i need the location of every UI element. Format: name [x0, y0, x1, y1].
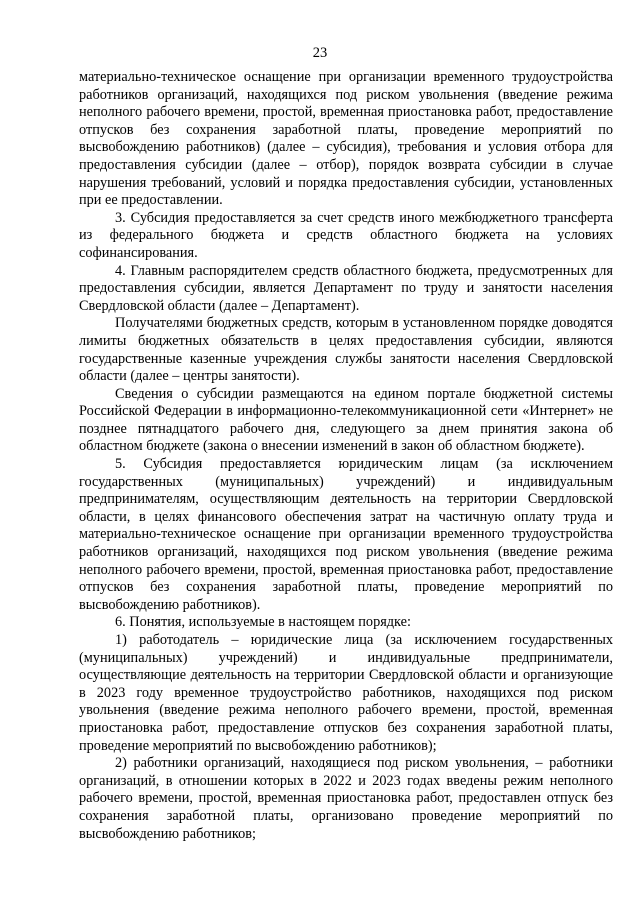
paragraph-definition-workers-at-risk: 2) работники организаций, находящиеся под риском увольнения, – работники организаций, в отношении которых в 2022 и 2023 годах введены режим неполного рабочего времени, простой, временная приостановка работ, предоставлен отпуск без сохранения заработной платы, организовано проведение мероприятий по высвобождению работников;: [79, 755, 613, 842]
paragraph-item-3-funding-source: 3. Субсидия предоставляется за счет средств иного межбюджетного трансферта из федерального бюджета и средств областного бюджета на условиях софинансирования.: [79, 209, 613, 261]
paragraph-item-4-main-administrator: 4. Главным распорядителем средств областного бюджета, предусмотренных для предоставления субсидии, является Департамент по труду и занятости населения Свердловской области (далее – Департамент).: [79, 262, 613, 314]
paragraph-budget-recipients: Получателями бюджетных средств, которым в установленном порядке доводятся лимиты бюджетных обязательств в целях предоставления субсидии, являются государственные казенные учреждения службы занятости населения Свердловской области (далее – центры занятости).: [79, 315, 613, 385]
paragraph-item-5-recipients: 5. Субсидия предоставляется юридическим лицам (за исключением государственных (муниципальных) учреждений) и индивидуальным предпринимателям, осуществляющим деятельность на территории Свердловской области, в целях финансового обеспечения затрат на частичную оплату труда и материально-техническое оснащение при организации временного трудоустройства работников организаций, находящихся под риском увольнения (введение режима неполного рабочего времени, простой, временная приостановка работ, предоставление отпусков без сохранения заработной платы, проведение мероприятий по высвобождению работников).: [79, 456, 613, 613]
document-body: [79, 69, 613, 843]
paragraph-item-6-definitions: 6. Понятия, используемые в настоящем порядке:: [115, 614, 411, 631]
paragraph-definition-employer: 1) работодатель – юридические лица (за исключением государственных (муниципальных) учреждений) и индивидуальные предприниматели, осуществляющие деятельность на территории Свердловской области и организующие в 2023 году временное трудоустройство работников, находящихся под риском увольнения (введение режима неполного рабочего времени, простой, временная приостановка работ, предоставление отпусков без сохранения заработной платы, проведение мероприятий по высвобождению работников);: [79, 632, 613, 754]
page-number: 23: [312, 45, 328, 61]
paragraph-subsidy-purpose-continued: материально-техническое оснащение при организации временного трудоустройства работников организаций, находящихся под риском увольнения (введение режима неполного рабочего времени, простой, временная приостановка работ, предоставление отпусков без сохранения заработной платы, проведение мероприятий по высвобождению работников) (далее – субсидия), требования и условия отбора для предоставления субсидии (далее – отбор), порядок возврата субсидии в случае нарушения требований, условий и порядка предоставления субсидии, установленных при ее предоставлении.: [79, 69, 613, 209]
paragraph-subsidy-information-portal: Сведения о субсидии размещаются на едином портале бюджетной системы Российской Федерации в информационно-телекоммуникационной сети «Интернет» не позднее пятнадцатого рабочего дня, следующего за днем принятия закона об областном бюджете (закона о внесении изменений в закон об областном бюджете).: [79, 385, 613, 455]
